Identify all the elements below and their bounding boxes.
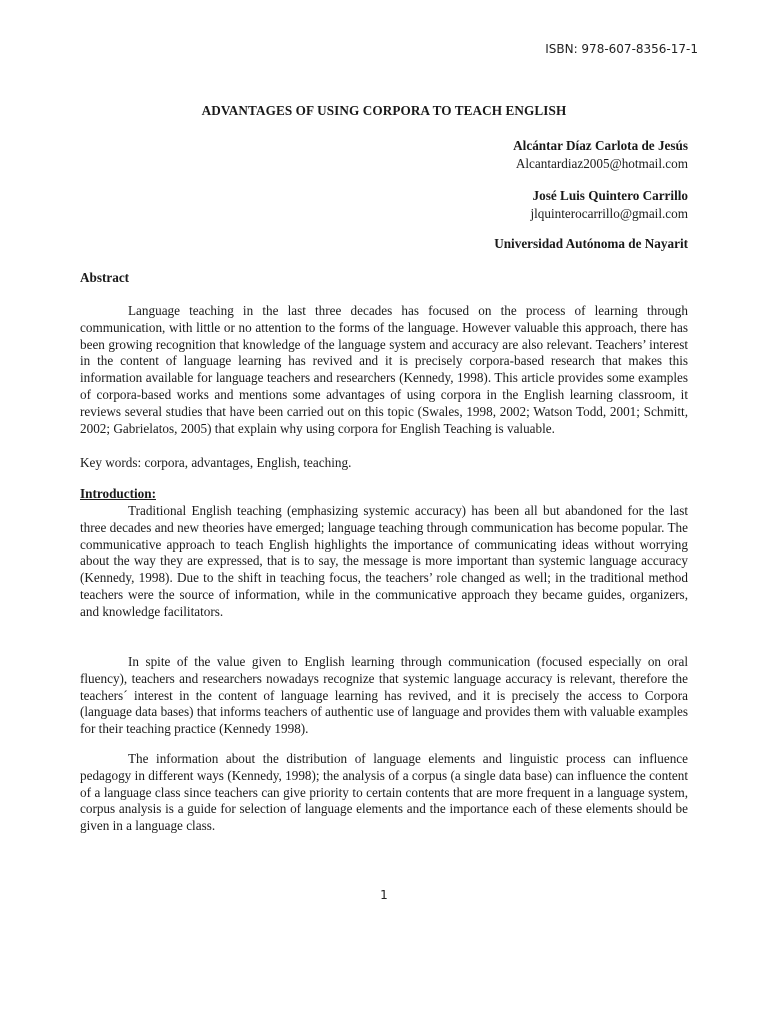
author-block-2 — [530, 187, 688, 223]
page-number: 1 — [380, 888, 388, 902]
isbn-header: ISBN: 978-607-8356-17-1 — [545, 42, 698, 56]
abstract-heading: Abstract — [80, 270, 130, 285]
keywords: Key words: corpora, advantages, English, teaching. — [80, 455, 352, 470]
author-block-1 — [513, 137, 688, 173]
introduction-heading: Introduction: — [80, 486, 156, 501]
author-email: Alcantardiaz2005@hotmail.com — [515, 156, 688, 171]
introduction-paragraph-3: The information about the distribution of language elements and linguistic process can influence pedagogy in different ways (Kennedy, 1998); the analysis of a corpus (a single data base) can influence the content of a language class since teachers can give priority to certain contents that are more frequent in a language system, corpus analysis is a guide for selection of language elements and the importance each of these elements should be given in a language class. — [80, 751, 688, 834]
abstract-paragraph: Language teaching in the last three decades has focused on the process of learning through communication, with little or no attention to the forms of the language. However valuable this approach, there has been growing recognition that knowledge of the language system and accuracy are also relevant. Teachers’ interest in the content of language learning has revived and it is precisely corpora-based research that makes this information available for language teachers and researchers (Kennedy, 1998). This article provides some examples of corpora-based works and mentions some advantages of using corpora in the English learning classroom, it reviews several studies that have been carried out on this topic (Swales, 1998, 2002; Watson Todd, 2001; Schmitt, 2002; Gabrielatos, 2005) that explain why using corpora for English Teaching is valuable. — [80, 303, 688, 436]
introduction-paragraph-1: Traditional English teaching (emphasizing systemic accuracy) has been all but abandoned for the last three decades and new theories have emerged; language teaching through communication has become popular. The communicative approach to teach English highlights the importance of communicating ideas without worrying about the way they are expressed, that is to say, the message is more important than systemic language accuracy (Kennedy, 1998). Due to the shift in teaching focus, the teachers’ role changed as well; in the traditional method teachers were the source of information, while in the communicative approach they became guides, organizers, and knowledge facilitators. — [80, 503, 688, 619]
introduction-paragraph-2: In spite of the value given to English learning through communication (focused especially on oral fluency), teachers and researchers nowadays recognize that systemic language accuracy is relevant, therefore the teachers´ interest in the content of language learning has revived, and it is precisely the access to Corpora (language data bases) that informs teachers of authentic use of language and provides them with valuable examples for their teaching practice (Kennedy 1998). — [80, 654, 688, 737]
affiliation: Universidad Autónoma de Nayarit — [494, 236, 688, 251]
author-name: José Luis Quintero Carrillo — [532, 188, 688, 203]
author-email: jlquinterocarrillo@gmail.com — [530, 206, 688, 221]
paper-title: ADVANTAGES OF USING CORPORA TO TEACH ENGLISH — [201, 103, 567, 118]
author-name: Alcántar Díaz Carlota de Jesús — [513, 138, 688, 153]
